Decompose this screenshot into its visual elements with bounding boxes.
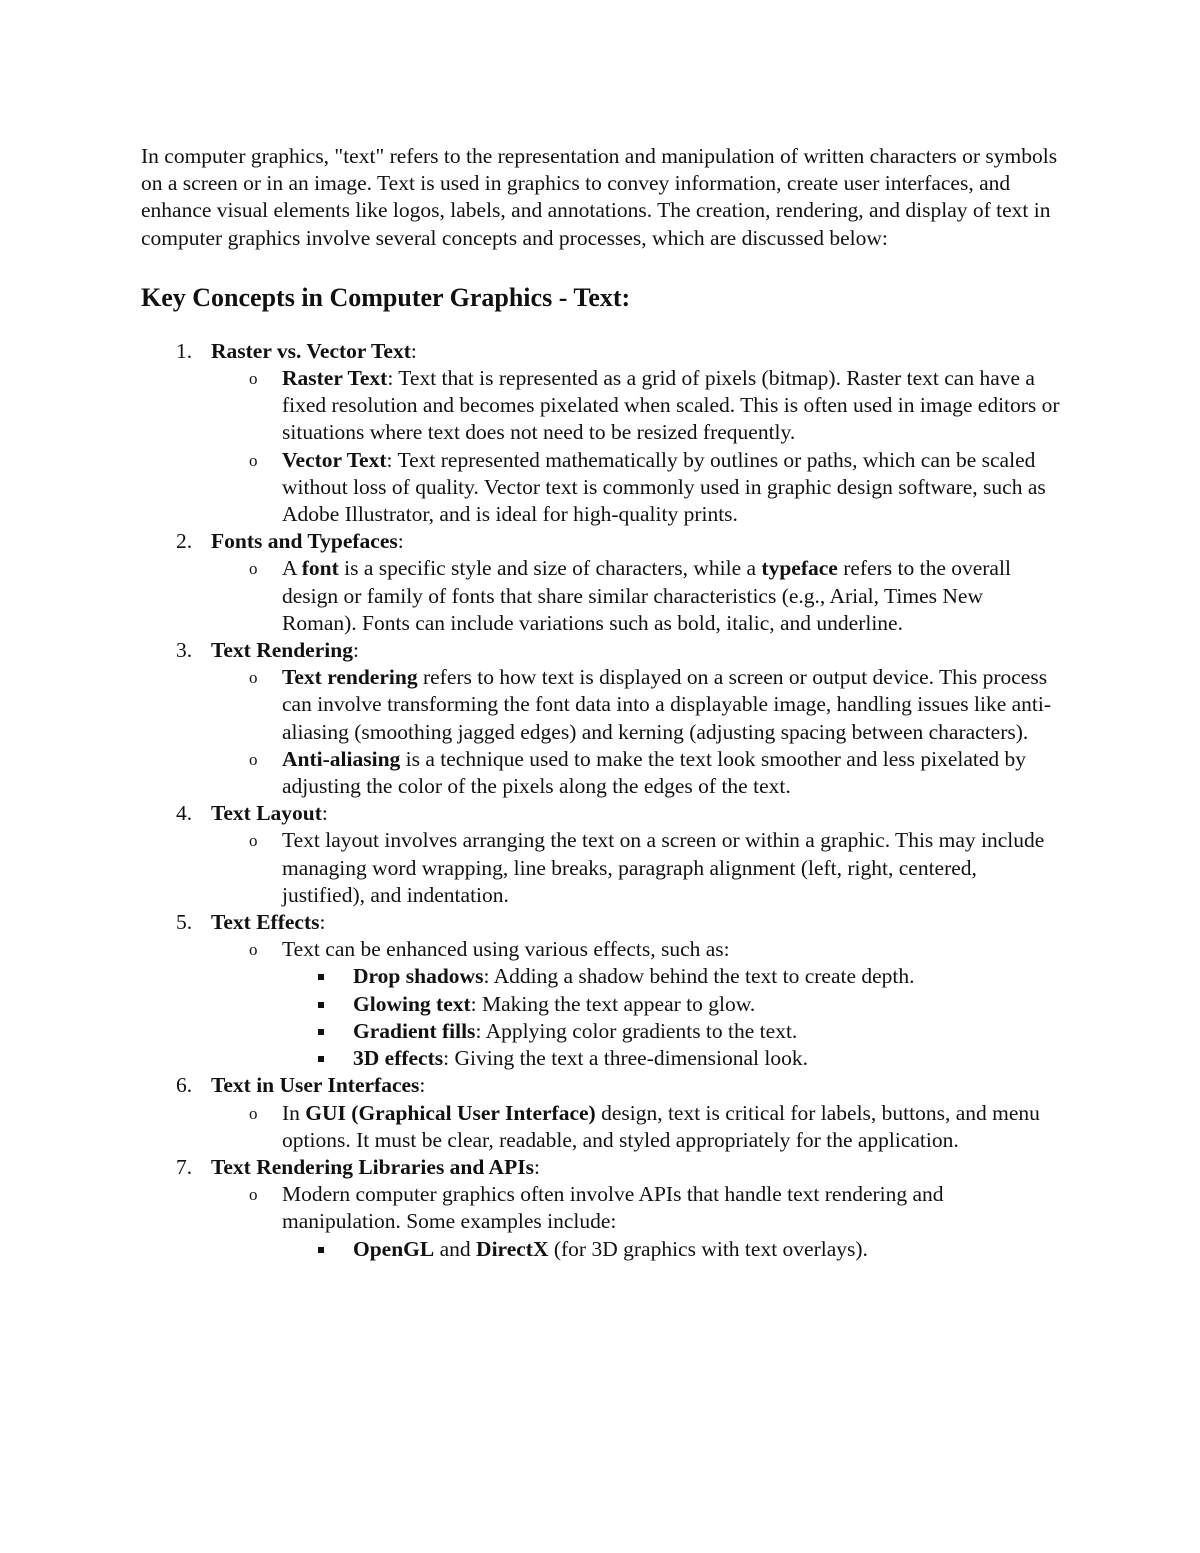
square-bullet-icon [318,1029,324,1035]
effect-text: : Adding a shadow behind the text to create depth. [483,964,915,989]
item-title: Text Rendering Libraries and APIs [211,1154,534,1179]
list-item [141,338,1061,528]
sub-item-term: GUI (Graphical User Interface) [305,1100,596,1125]
sub-item-text: Text layout involves arranging the text on a screen or within a graphic. This may include managing word wrapping, line breaks, paragraph alignment (left, right, centered, justified), and indentation. [282,828,1045,907]
item-number: 3. [176,638,193,663]
item-colon: : [419,1073,426,1098]
sub-item [211,936,1061,1072]
item-colon: : [321,801,328,826]
effect-term: Gradient fills [353,1018,476,1043]
sub-item-text: is a technique used to make the text look smoother and less pixelated by adjusting the color of the pixels along the edges of the text. [282,746,1027,799]
sub-item-prefix: In [282,1100,306,1125]
effect-bullet [282,1045,1061,1072]
sub-item-term: Vector Text [282,447,387,472]
circle-bullet-icon: o [249,450,258,470]
effect-text: : Giving the text a three-dimensional look. [443,1046,808,1071]
square-bullet-icon [318,1056,324,1062]
sub-item-text: refers to the overall design or family of fonts that share similar characteristics (e.g., Arial, Times New Roman). Fonts can include variations such as bold, italic, and underline. [282,556,1011,635]
circle-bullet-icon: o [249,831,258,851]
api-term: DirectX [476,1236,549,1261]
sub-item-term: Text rendering [282,665,418,690]
list-item [141,1154,1061,1263]
item-title: Text in User Interfaces [211,1073,420,1098]
item-title: Text Rendering [211,638,353,663]
concepts-list [141,338,1061,1263]
sub-item [211,664,1061,746]
sub-item-text: refers to how text is displayed on a screen or output device. This process can involve transforming the font data into a displayable image, handling issues like anti-aliasing (smoothing jagged edges) and kerning (adjusting spacing between characters). [282,665,1052,744]
sub-item [211,365,1061,447]
item-number: 7. [176,1154,193,1179]
intro-paragraph: In computer graphics, "text" refers to the representation and manipulation of written characters or symbols on a screen or in an image. Text is used in graphics to convey information, create user interfaces, and enhance visual elements like logos, labels, and annotations. The creation, rendering, and display of text in computer graphics involve several concepts and processes, which are discussed below: [141,144,1058,250]
sub-item [211,1100,1061,1154]
circle-bullet-icon: o [249,559,258,579]
sub-item-text: : Text represented mathematically by outlines or paths, which can be scaled without loss of quality. Vector text is commonly used in graphic design software, such as Adobe Illustrator, and is ideal for high-quality prints. [282,447,1046,527]
sub-item [211,447,1061,529]
square-bullet-icon [318,1002,324,1008]
effect-text: : Applying color gradients to the text. [475,1018,798,1043]
item-colon: : [533,1154,540,1179]
item-colon: : [397,529,404,554]
circle-bullet-icon: o [249,940,258,960]
circle-bullet-icon: o [249,369,258,389]
list-item [141,800,1061,909]
item-number: 6. [176,1073,193,1098]
item-number: 1. [176,338,193,363]
sub-item [211,746,1061,800]
effect-bullet [282,963,1061,990]
square-bullet-icon [318,974,324,980]
effect-bullet [282,991,1061,1018]
circle-bullet-icon: o [249,668,258,688]
sub-item [211,827,1061,909]
api-bullet [282,1236,1061,1263]
item-title: Fonts and Typefaces [211,529,398,554]
sub-item-term: Anti-aliasing [282,746,401,771]
item-title: Text Layout [211,801,322,826]
item-title: Raster vs. Vector Text [211,338,411,363]
sub-item-text: : Text that is represented as a grid of pixels (bitmap). Raster text can have a fixed resolution and becomes pixelated when scaled. This is often used in image editors or situations where text does not need to be resized frequently. [282,366,1060,445]
effect-text: : Making the text appear to glow. [470,991,756,1016]
sub-item-text: is a specific style and size of characters, while a [338,556,762,581]
circle-bullet-icon: o [249,749,258,769]
sub-item [211,555,1061,637]
item-number: 5. [176,910,193,935]
sub-item-text: design, text is critical for labels, buttons, and menu options. It must be clear, readable, and styled appropriately for the application. [282,1100,1040,1152]
item-colon: : [352,638,359,663]
circle-bullet-icon: o [249,1185,258,1205]
api-text: (for 3D graphics with text overlays). [548,1236,868,1261]
item-colon: : [319,910,326,935]
sub-item-term: font [301,556,339,581]
document-page [141,143,1061,1263]
item-number: 2. [176,529,193,554]
api-term: OpenGL [353,1236,435,1261]
sub-item-term: Raster Text [282,366,388,391]
api-text: and [434,1236,477,1261]
list-item [141,1072,1061,1154]
item-title: Text Effects [211,910,320,935]
effect-term: Drop shadows [353,964,484,989]
sub-item-text: Text can be enhanced using various effects, such as: [282,937,730,962]
square-bullet-icon [318,1247,324,1253]
sub-item-term: typeface [761,556,838,581]
item-colon: : [410,338,417,363]
effect-term: Glowing text [353,991,471,1016]
circle-bullet-icon: o [249,1103,258,1123]
effect-term: 3D effects [353,1046,444,1071]
section-heading: Key Concepts in Computer Graphics - Text: [141,282,631,312]
sub-item [211,1181,1061,1263]
sub-item-text: Modern computer graphics often involve APIs that handle text rendering and manipulation. Some examples include: [282,1182,944,1234]
list-item [141,909,1061,1072]
list-item [141,637,1061,800]
sub-item-prefix: A [282,556,302,581]
effect-bullet [282,1018,1061,1045]
item-number: 4. [176,801,193,826]
list-item [141,528,1061,637]
